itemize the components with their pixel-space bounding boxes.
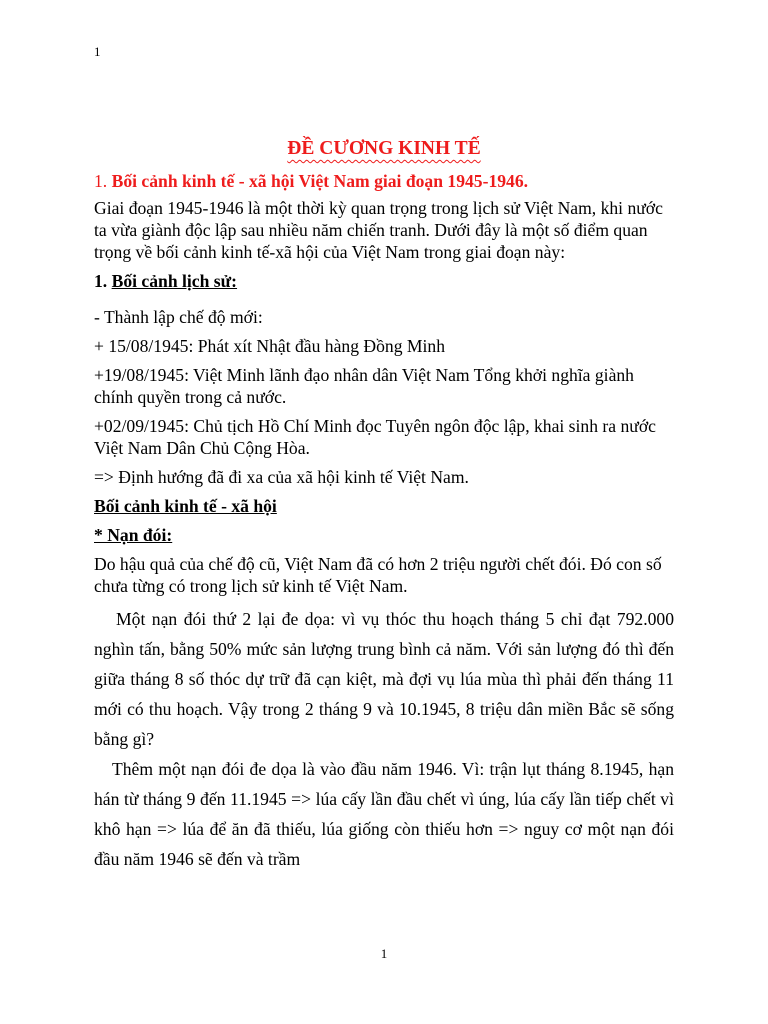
section-1-number: 1. xyxy=(94,171,108,191)
section-1-heading xyxy=(94,170,674,192)
history-heading-number: 1. xyxy=(94,271,108,291)
famine-paragraph-2: Một nạn đói thứ 2 lại đe dọa: vì vụ thóc thu hoạch tháng 5 chỉ đạt 792.000 nghìn tấn, bằng 50% mức sản lượng trung bình cả năm. Với sản lượng đó thì đến giữa tháng 8 số thóc dự trữ đã cạn kiệt, mà đợi vụ lúa mùa thì phải đến tháng 11 mới có thu hoạch. Vậy trong 2 tháng 9 và 10.1945, 8 triệu dân miền Bắc sẽ sống bằng gì? xyxy=(94,609,674,749)
history-heading xyxy=(94,270,674,292)
econ-heading-text: Bối cảnh kinh tế - xã hội xyxy=(94,496,277,516)
history-item: +19/08/1945: Việt Minh lãnh đạo nhân dân Việt Nam Tổng khởi nghĩa giành chính quyền trong cả nước. xyxy=(94,365,634,407)
history-item: => Định hướng đã đi xa của xã hội kinh tế Việt Nam. xyxy=(94,467,469,487)
history-item: + 15/08/1945: Phát xít Nhật đầu hàng Đồng Minh xyxy=(94,336,446,356)
document-body xyxy=(94,136,674,874)
history-heading-text: Bối cảnh lịch sử: xyxy=(111,271,238,291)
famine-paragraph-1: Do hậu quả của chế độ cũ, Việt Nam đã có hơn 2 triệu người chết đói. Đó con số chưa từng có trong lịch sử kinh tế Việt Nam. xyxy=(94,554,662,596)
history-item: - Thành lập chế độ mới: xyxy=(94,307,263,327)
famine-paragraph-3: Thêm một nạn đói đe dọa là vào đầu năm 1946. Vì: trận lụt tháng 8.1945, hạn hán từ tháng 9 đến 11.1945 => lúa cấy lần đầu chết vì úng, lúa cấy lần tiếp chết vì khô hạn => lúa để ăn đã thiếu, lúa giống còn thiếu hơn => nguy cơ một nạn đói đầu năm 1946 sẽ đến và trầm xyxy=(94,759,674,869)
intro-paragraph: Giai đoạn 1945-1946 là một thời kỳ quan trọng trong lịch sử Việt Nam, khi nước ta vừa giành độc lập sau nhiều năm chiến tranh. Dưới đây là một số điểm quan trọng về bối cảnh kinh tế-xã hội của Việt Nam trong giai đoạn này: xyxy=(94,198,663,262)
section-1-heading-text: Bối cảnh kinh tế - xã hội Việt Nam giai đoạn 1945-1946. xyxy=(111,171,529,191)
econ-heading xyxy=(94,495,674,517)
history-item: +02/09/1945: Chủ tịch Hồ Chí Minh đọc Tuyên ngôn độc lập, khai sinh ra nước Việt Nam Dân Chủ Cộng Hòa. xyxy=(94,416,656,458)
footer-page-number: 1 xyxy=(380,946,388,961)
header-page-number: 1 xyxy=(94,44,101,59)
famine-heading-text: * Nạn đói: xyxy=(94,525,173,545)
famine-heading xyxy=(94,524,674,546)
document-title: ĐỀ CƯƠNG KINH TẾ xyxy=(287,138,481,159)
